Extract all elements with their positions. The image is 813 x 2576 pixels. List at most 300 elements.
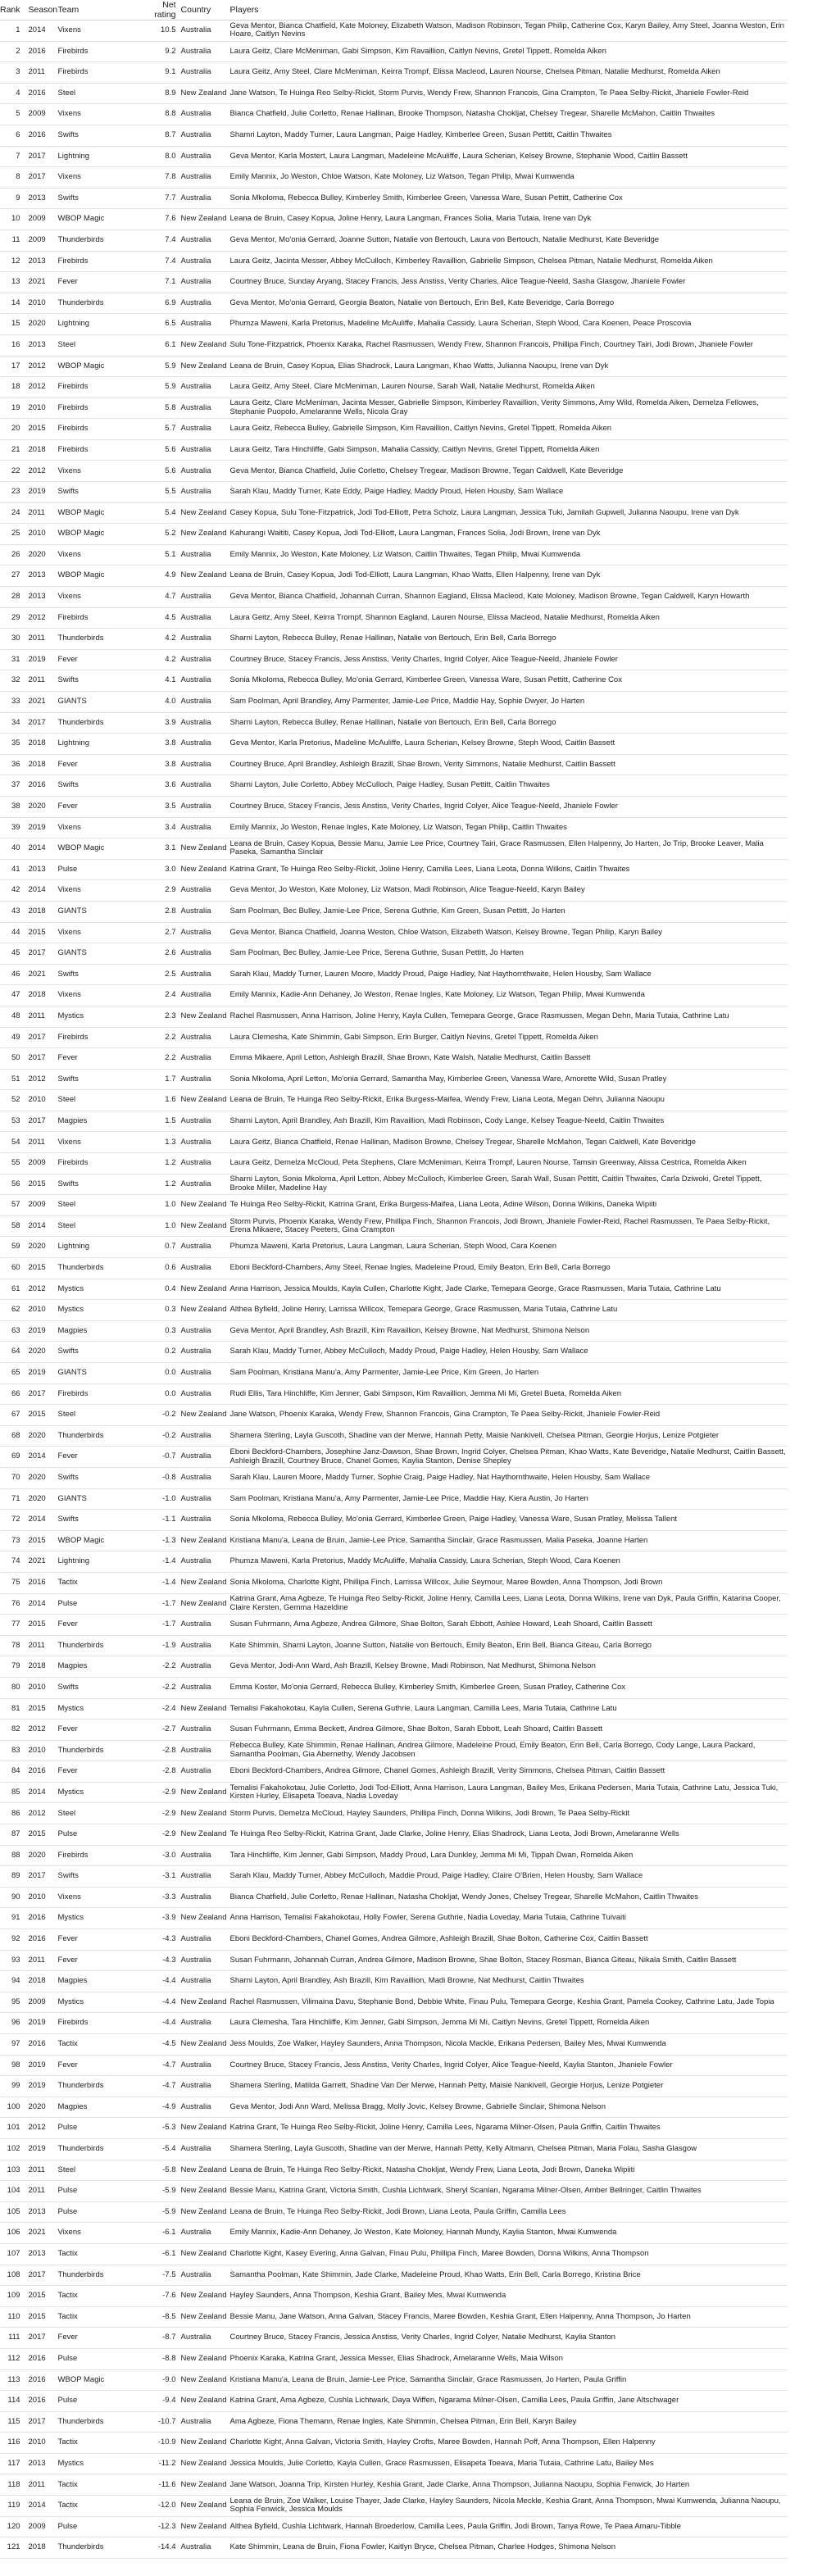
cell-rank: 107: [0, 2243, 29, 2265]
cell-players: Bianca Chatfield, Julie Corletto, Renae Hallinan, Natasha Chokljat, Wendy Jones, Chelsey Tregear, Sharelle McMahon, Caitlin Thwaites: [227, 1887, 788, 1908]
cell-rank: 25: [0, 524, 29, 545]
cell-rank: 99: [0, 2076, 29, 2097]
cell-season: 2011: [29, 62, 58, 84]
cell-season: 2010: [29, 293, 58, 314]
cell-players: Geva Mentor, Jodi-Ann Ward, Ash Brazill, Kelsey Browne, Madi Robinson, Nat Medhurst, Shimona Nelson: [227, 1656, 788, 1678]
cell-rank: 54: [0, 1132, 29, 1153]
cell-season: 2018: [29, 734, 58, 755]
table-row: [0, 41, 788, 62]
table-row: [0, 859, 788, 880]
cell-season: 2016: [29, 2034, 58, 2056]
cell-rank: 77: [0, 1615, 29, 1636]
cell-players: Sarah Klau, Lauren Moore, Maddy Turner, Sophie Craig, Paige Hadley, Nat Haythornthwaite, Helen Housby, Sam Wallace: [227, 1467, 788, 1488]
cell-players: Sharni Layton, Rebecca Bulley, Renae Hallinan, Natalie von Bertouch, Erin Bell, Carla Borrego: [227, 629, 788, 650]
cell-net-rating: -3.1: [145, 1866, 181, 1888]
cell-team: Magpies: [58, 1320, 145, 1342]
cell-players: Emily Mannix, Jo Weston, Chloe Watson, Kate Moloney, Liz Watson, Tegan Philip, Mwai Kumwenda: [227, 167, 788, 189]
cell-country: Australia: [181, 775, 227, 797]
cell-players: Geva Mentor, Mo'onia Gerrard, Joanne Sutton, Natalie von Bertouch, Laura von Bertouch, Natalie Medhurst, Kate Beveridge: [227, 229, 788, 251]
cell-country: Australia: [181, 1048, 227, 1070]
table-row: [0, 607, 788, 629]
cell-country: New Zealand: [181, 209, 227, 230]
cell-team: Firebirds: [58, 2013, 145, 2034]
table-row: [0, 1006, 788, 1027]
cell-net-rating: 8.7: [145, 125, 181, 146]
cell-country: New Zealand: [181, 1593, 227, 1615]
table-row: [0, 167, 788, 189]
cell-players: Sonia Mkoloma, Rebecca Bulley, Mo'onia Gerrard, Kimberlee Green, Paige Hadley, Vanessa Ware, Susan Pratley, Melissa Tallent: [227, 1510, 788, 1531]
table-row: [0, 1279, 788, 1300]
cell-net-rating: 7.1: [145, 272, 181, 293]
cell-players: Shamera Sterling, Layla Guscoth, Shadine van der Merwe, Hannah Petty, Kelly Altmann, Chelsea Pitman, Maria Folau, Sasha Glasgow: [227, 2138, 788, 2160]
cell-net-rating: -6.1: [145, 2223, 181, 2244]
cell-country: Australia: [181, 2138, 227, 2160]
cell-rank: 57: [0, 1195, 29, 1216]
cell-season: 2020: [29, 796, 58, 817]
cell-rank: 85: [0, 1782, 29, 1803]
table-row: [0, 1803, 788, 1824]
cell-country: Australia: [181, 670, 227, 692]
cell-season: 2013: [29, 188, 58, 209]
cell-country: Australia: [181, 544, 227, 566]
cell-season: 2015: [29, 1174, 58, 1195]
cell-rank: 119: [0, 2496, 29, 2517]
cell-rank: 93: [0, 1950, 29, 1971]
cell-country: New Zealand: [181, 838, 227, 860]
cell-season: 2013: [29, 2243, 58, 2265]
cell-rank: 38: [0, 796, 29, 817]
cell-season: 2016: [29, 2348, 58, 2369]
cell-rank: 118: [0, 2474, 29, 2496]
cell-net-rating: -2.4: [145, 1698, 181, 1720]
table-row: [0, 629, 788, 650]
cell-rank: 7: [0, 146, 29, 167]
cell-players: Rudi Ellis, Tara Hinchliffe, Kim Jenner, Gabi Simpson, Kim Ravaillion, Jemma Mi Mi, Gretel Bueta, Romelda Aiken: [227, 1383, 788, 1405]
cell-net-rating: -11.2: [145, 2453, 181, 2474]
cell-season: 2010: [29, 1740, 58, 1761]
cell-country: Australia: [181, 943, 227, 965]
cell-team: Swifts: [58, 670, 145, 692]
cell-country: New Zealand: [181, 1300, 227, 1321]
cell-season: 2017: [29, 712, 58, 734]
cell-net-rating: 7.7: [145, 188, 181, 209]
cell-team: Steel: [58, 83, 145, 104]
cell-season: 2011: [29, 2160, 58, 2181]
cell-season: 2020: [29, 1425, 58, 1447]
cell-rank: 80: [0, 1677, 29, 1698]
cell-country: Australia: [181, 125, 227, 146]
cell-rank: 56: [0, 1174, 29, 1195]
cell-net-rating: 0.4: [145, 1279, 181, 1300]
cell-team: Pulse: [58, 2118, 145, 2139]
cell-team: Swifts: [58, 1677, 145, 1698]
cell-rank: 94: [0, 1971, 29, 1992]
table-row: [0, 985, 788, 1006]
cell-players: Bianca Chatfield, Julie Corletto, Renae Hallinan, Brooke Thompson, Natasha Chokljat, Chelsey Tregear, Sharelle McMahon, Caitlin Thwaites: [227, 104, 788, 125]
cell-players: Laura Clemesha, Tara Hinchliffe, Kim Jenner, Gabi Simpson, Jemma Mi Mi, Caitlyn Nevins, Gretel Tippett, Romelda Aiken: [227, 2013, 788, 2034]
table-row: [0, 566, 788, 587]
cell-rank: 23: [0, 482, 29, 503]
cell-players: Leana de Bruin, Te Huinga Reo Selby-Rickit, Natasha Chokljat, Wendy Frew, Liana Leota, Jodi Brown, Daneka Wipiiti: [227, 2160, 788, 2181]
cell-team: Mystics: [58, 1908, 145, 1929]
cell-net-rating: 5.6: [145, 439, 181, 461]
table-row: [0, 922, 788, 943]
cell-team: Fever: [58, 272, 145, 293]
cell-team: Steel: [58, 334, 145, 356]
cell-team: Steel: [58, 1405, 145, 1426]
cell-team: Swifts: [58, 1510, 145, 1531]
cell-season: 2009: [29, 1992, 58, 2013]
cell-players: Te Huinga Reo Selby-Rickit, Katrina Grant, Jade Clarke, Joline Henry, Elias Shadrock, Liana Leota, Jodi Brown, Amelaranne Wells: [227, 1824, 788, 1846]
cell-team: Pulse: [58, 2391, 145, 2412]
table-row: [0, 943, 788, 965]
table-row: [0, 524, 788, 545]
cell-team: Vixens: [58, 544, 145, 566]
cell-net-rating: 7.4: [145, 251, 181, 272]
cell-season: 2011: [29, 629, 58, 650]
cell-team: Mystics: [58, 1300, 145, 1321]
cell-season: 2014: [29, 1593, 58, 1615]
cell-team: Lightning: [58, 146, 145, 167]
cell-team: Fever: [58, 2328, 145, 2349]
cell-country: Australia: [181, 1615, 227, 1636]
cell-players: Eboni Beckford-Chambers, Josephine Janz-Dawson, Shae Brown, Ingrid Colyer, Chelsea Pitman, Khao Watts, Kate Beveridge, Natalie Medhurst, Caitlin Bassett, Ashleigh Brazill, Courtney Bruce, Chanel Gomes, Kaylia Stanton, Denise Shepley: [227, 1447, 788, 1468]
cell-country: Australia: [181, 20, 227, 42]
cell-season: 2010: [29, 1887, 58, 1908]
cell-players: Hayley Saunders, Anna Thompson, Keshia Grant, Bailey Mes, Mwai Kumwenda: [227, 2286, 788, 2307]
cell-rank: 2: [0, 41, 29, 62]
cell-season: 2013: [29, 566, 58, 587]
cell-net-rating: -3.9: [145, 1908, 181, 1929]
cell-players: Casey Kopua, Sulu Tone-Fitzpatrick, Jodi Tod-Elliott, Petra Scholz, Laura Langman, Jessica Tuki, Jamilah Gupwell, Julianna Naoupu, Irene van Dyk: [227, 502, 788, 524]
table-row: [0, 712, 788, 734]
cell-net-rating: 5.5: [145, 482, 181, 503]
cell-team: Mystics: [58, 1782, 145, 1803]
cell-players: Laura Geitz, Rebecca Bulley, Gabrielle Simpson, Kim Ravaillion, Caitlyn Nevins, Gretel Tippett, Romelda Aiken: [227, 419, 788, 440]
table-row: [0, 62, 788, 84]
table-row: [0, 1425, 788, 1447]
cell-rank: 9: [0, 188, 29, 209]
cell-players: Emily Mannix, Kadie-Ann Dehaney, Jo Weston, Renae Ingles, Kate Moloney, Liz Watson, Tegan Philip, Mwai Kumwenda: [227, 985, 788, 1006]
cell-country: Australia: [181, 1174, 227, 1195]
table-row: [0, 2243, 788, 2265]
cell-team: Thunderbirds: [58, 2265, 145, 2286]
cell-net-rating: 0.0: [145, 1383, 181, 1405]
cell-net-rating: -0.8: [145, 1467, 181, 1488]
cell-net-rating: 4.9: [145, 566, 181, 587]
cell-net-rating: 2.8: [145, 901, 181, 922]
cell-net-rating: 1.2: [145, 1153, 181, 1174]
cell-rank: 22: [0, 461, 29, 482]
cell-rank: 75: [0, 1572, 29, 1593]
cell-season: 2017: [29, 2328, 58, 2349]
cell-country: New Zealand: [181, 1195, 227, 1216]
cell-country: New Zealand: [181, 2201, 227, 2223]
table-row: [0, 649, 788, 670]
cell-players: Susan Fuhrmann, Johannah Curran, Andrea Gilmore, Madison Browne, Shae Bolton, Stacey Rosman, Bianca Giteau, Nikala Smith, Caitlin Bassett: [227, 1950, 788, 1971]
cell-net-rating: -7.5: [145, 2265, 181, 2286]
cell-players: Bessie Manu, Jane Watson, Anna Galvan, Stacey Francis, Maree Bowden, Keshia Grant, Ellen Halpenny, Anna Thompson, Jo Harten: [227, 2306, 788, 2328]
table-row: [0, 2411, 788, 2433]
cell-team: Tactix: [58, 2474, 145, 2496]
cell-rank: 100: [0, 2097, 29, 2118]
cell-team: Firebirds: [58, 419, 145, 440]
cell-rank: 76: [0, 1593, 29, 1615]
cell-players: Sarah Klau, Maddy Turner, Abbey McCulloch, Maddie Proud, Paige Hadley, Claire O'Brien, Helen Housby, Sam Wallace: [227, 1866, 788, 1888]
cell-country: Australia: [181, 649, 227, 670]
cell-country: New Zealand: [181, 1572, 227, 1593]
cell-net-rating: -3.3: [145, 1887, 181, 1908]
cell-season: 2009: [29, 2516, 58, 2537]
cell-players: Leana de Bruin, Zoe Walker, Louise Thayer, Jade Clarke, Hayley Saunders, Nicola Meckle, Keshia Grant, Anna Thompson, Mwai Kumwenda, Julianna Naoupu, Sophia Fenwick, Jessica Moulds: [227, 2496, 788, 2517]
cell-season: 2020: [29, 1467, 58, 1488]
cell-country: Australia: [181, 1069, 227, 1090]
cell-team: Steel: [58, 2160, 145, 2181]
cell-team: Fever: [58, 649, 145, 670]
cell-country: Australia: [181, 2055, 227, 2076]
cell-team: Pulse: [58, 859, 145, 880]
table-row: [0, 1237, 788, 1258]
cell-rank: 81: [0, 1698, 29, 1720]
cell-team: Vixens: [58, 817, 145, 838]
cell-team: Pulse: [58, 2516, 145, 2537]
cell-net-rating: 0.0: [145, 1363, 181, 1384]
cell-players: Geva Mentor, Karla Pretorius, Madeline McAuliffe, Laura Scherian, Kelsey Browne, Steph Wood, Caitlin Bassett: [227, 734, 788, 755]
cell-team: WBOP Magic: [58, 838, 145, 860]
cell-net-rating: -2.8: [145, 1761, 181, 1783]
cell-team: Pulse: [58, 1593, 145, 1615]
cell-season: 2019: [29, 649, 58, 670]
cell-rank: 15: [0, 314, 29, 335]
cell-country: New Zealand: [181, 566, 227, 587]
cell-team: Vixens: [58, 1887, 145, 1908]
cell-season: 2013: [29, 251, 58, 272]
cell-country: New Zealand: [181, 2160, 227, 2181]
table-row: [0, 1992, 788, 2013]
cell-team: Vixens: [58, 587, 145, 608]
cell-country: Australia: [181, 146, 227, 167]
table-row: [0, 1656, 788, 1678]
cell-net-rating: 6.9: [145, 293, 181, 314]
table-row: [0, 2055, 788, 2076]
table-row: [0, 1300, 788, 1321]
cell-season: 2013: [29, 859, 58, 880]
cell-country: Australia: [181, 461, 227, 482]
cell-rank: 42: [0, 880, 29, 902]
table-row: [0, 2328, 788, 2349]
cell-net-rating: 4.0: [145, 692, 181, 713]
cell-net-rating: -2.2: [145, 1677, 181, 1698]
cell-country: Australia: [181, 587, 227, 608]
cell-team: Lightning: [58, 314, 145, 335]
cell-season: 2013: [29, 587, 58, 608]
cell-season: 2020: [29, 2097, 58, 2118]
cell-country: Australia: [181, 796, 227, 817]
table-row: [0, 1761, 788, 1783]
table-row: [0, 2516, 788, 2537]
cell-team: Firebirds: [58, 1845, 145, 1866]
table-row: [0, 377, 788, 398]
cell-rank: 27: [0, 566, 29, 587]
table-row: [0, 2201, 788, 2223]
table-row: [0, 1510, 788, 1531]
cell-country: New Zealand: [181, 2453, 227, 2474]
cell-rank: 110: [0, 2306, 29, 2328]
cell-team: WBOP Magic: [58, 524, 145, 545]
cell-net-rating: -4.9: [145, 2097, 181, 2118]
cell-season: 2015: [29, 1615, 58, 1636]
table-row: [0, 1971, 788, 1992]
cell-team: Steel: [58, 1195, 145, 1216]
cell-team: Firebirds: [58, 607, 145, 629]
cell-players: Laura Geitz, Clare McMeniman, Gabi Simpson, Kim Ravaillion, Caitlyn Nevins, Gretel Tippett, Romelda Aiken: [227, 41, 788, 62]
cell-rank: 47: [0, 985, 29, 1006]
cell-net-rating: 1.0: [145, 1215, 181, 1237]
table-row: [0, 1488, 788, 1510]
cell-net-rating: -1.4: [145, 1572, 181, 1593]
cell-season: 2012: [29, 356, 58, 377]
cell-rank: 30: [0, 629, 29, 650]
cell-season: 2019: [29, 2138, 58, 2160]
cell-players: Sharni Layton, April Brandley, Ash Brazill, Kim Ravaillion, Madi Browne, Nat Medhurst, Caitlin Thwaites: [227, 1971, 788, 1992]
cell-rank: 114: [0, 2391, 29, 2412]
cell-players: Sharni Layton, Sonia Mkoloma, April Letton, Abbey McCulloch, Kimberlee Green, Sarah Wall, Susan Pettitt, Caitlin Thwaites, Carla Dziwoki, Gretel Tippett, Brooke Miller, Madeline Hay: [227, 1174, 788, 1195]
header-season: Season: [29, 0, 58, 20]
cell-rank: 87: [0, 1824, 29, 1846]
cell-players: Laura Clemesha, Kate Shimmin, Gabi Simpson, Erin Burger, Caitlyn Nevins, Gretel Tippett, Romelda Aiken: [227, 1027, 788, 1048]
table-row: [0, 1866, 788, 1888]
cell-net-rating: 1.7: [145, 1069, 181, 1090]
cell-rank: 32: [0, 670, 29, 692]
cell-country: Australia: [181, 1425, 227, 1447]
cell-rank: 33: [0, 692, 29, 713]
cell-season: 2016: [29, 125, 58, 146]
table-row: [0, 146, 788, 167]
cell-country: New Zealand: [181, 2118, 227, 2139]
cell-country: Australia: [181, 1740, 227, 1761]
cell-players: Geva Mentor, April Brandley, Ash Brazill, Kim Ravaillion, Kelsey Browne, Nat Medhurst, Shimona Nelson: [227, 1320, 788, 1342]
cell-country: Australia: [181, 104, 227, 125]
cell-net-rating: 8.9: [145, 83, 181, 104]
cell-net-rating: -4.4: [145, 1992, 181, 2013]
cell-season: 2021: [29, 692, 58, 713]
cell-rank: 98: [0, 2055, 29, 2076]
cell-team: Tactix: [58, 2243, 145, 2265]
cell-season: 2016: [29, 1929, 58, 1951]
cell-team: Thunderbirds: [58, 1740, 145, 1761]
cell-rank: 8: [0, 167, 29, 189]
cell-rank: 26: [0, 544, 29, 566]
table-row: [0, 796, 788, 817]
cell-rank: 45: [0, 943, 29, 965]
table-row: [0, 1824, 788, 1846]
table-row: [0, 1782, 788, 1803]
cell-team: Firebirds: [58, 41, 145, 62]
cell-country: Australia: [181, 1027, 227, 1048]
table-row: [0, 2160, 788, 2181]
cell-players: Sam Poolman, Bec Bulley, Jamie-Lee Price, Serena Guthrie, Kim Green, Susan Pettitt, Jo Harten: [227, 901, 788, 922]
cell-rank: 92: [0, 1929, 29, 1951]
header-rank: Rank: [0, 0, 29, 20]
cell-season: 2013: [29, 2201, 58, 2223]
cell-country: New Zealand: [181, 2516, 227, 2537]
cell-team: Magpies: [58, 2097, 145, 2118]
cell-net-rating: -2.9: [145, 1782, 181, 1803]
table-row: [0, 2223, 788, 2244]
cell-net-rating: -4.3: [145, 1929, 181, 1951]
cell-season: 2013: [29, 334, 58, 356]
cell-country: New Zealand: [181, 859, 227, 880]
cell-team: GIANTS: [58, 1488, 145, 1510]
cell-country: Australia: [181, 607, 227, 629]
cell-season: 2019: [29, 1363, 58, 1384]
cell-season: 2017: [29, 146, 58, 167]
cell-rank: 73: [0, 1530, 29, 1552]
cell-rank: 70: [0, 1467, 29, 1488]
cell-net-rating: 0.6: [145, 1258, 181, 1279]
table-row: [0, 1342, 788, 1363]
cell-players: Leana de Bruin, Casey Kopua, Elias Shadrock, Laura Langman, Khao Watts, Julianna Naoupu, Irene van Dyk: [227, 356, 788, 377]
cell-net-rating: 5.9: [145, 356, 181, 377]
cell-team: Swifts: [58, 125, 145, 146]
cell-country: New Zealand: [181, 1908, 227, 1929]
cell-team: Mystics: [58, 2453, 145, 2474]
cell-season: 2014: [29, 838, 58, 860]
cell-players: Courtney Bruce, April Brandley, Ashleigh Brazill, Shae Brown, Verity Simmons, Natalie Medhurst, Caitlin Bassett: [227, 754, 788, 775]
cell-country: New Zealand: [181, 1992, 227, 2013]
cell-players: Charlotte Kight, Kasey Evering, Anna Galvan, Finau Pulu, Phillipa Finch, Maree Bowden, Donna Wilkins, Anna Thompson: [227, 2243, 788, 2265]
table-row: [0, 1720, 788, 1741]
cell-net-rating: 7.8: [145, 167, 181, 189]
cell-net-rating: 2.3: [145, 1006, 181, 1027]
cell-rank: 105: [0, 2201, 29, 2223]
cell-team: Firebirds: [58, 1383, 145, 1405]
cell-country: Australia: [181, 1866, 227, 1888]
cell-rank: 1: [0, 20, 29, 42]
cell-country: New Zealand: [181, 1215, 227, 1237]
cell-net-rating: -10.7: [145, 2411, 181, 2433]
table-row: [0, 1069, 788, 1090]
cell-net-rating: -2.8: [145, 1740, 181, 1761]
cell-season: 2009: [29, 104, 58, 125]
cell-rank: 91: [0, 1908, 29, 1929]
cell-season: 2016: [29, 2369, 58, 2391]
cell-season: 2018: [29, 1971, 58, 1992]
cell-season: 2010: [29, 1300, 58, 1321]
cell-country: Australia: [181, 2076, 227, 2097]
cell-season: 2009: [29, 1195, 58, 1216]
table-row: [0, 314, 788, 335]
cell-net-rating: 3.8: [145, 734, 181, 755]
cell-season: 2019: [29, 2055, 58, 2076]
cell-team: Magpies: [58, 1111, 145, 1132]
cell-net-rating: -8.7: [145, 2328, 181, 2349]
cell-team: Thunderbirds: [58, 2537, 145, 2559]
cell-country: Australia: [181, 188, 227, 209]
cell-players: Laura Geitz, Tara Hinchliffe, Gabi Simpson, Mahalia Cassidy, Caitlyn Nevins, Gretel Tippett, Romelda Aiken: [227, 439, 788, 461]
table-row: [0, 334, 788, 356]
cell-country: Australia: [181, 964, 227, 985]
cell-players: Sarah Klau, Maddy Turner, Lauren Moore, Maddy Proud, Paige Hadley, Nat Haythornthwaite, Helen Housby, Sam Wallace: [227, 964, 788, 985]
cell-net-rating: 2.7: [145, 922, 181, 943]
cell-net-rating: -1.9: [145, 1635, 181, 1656]
cell-season: 2016: [29, 2391, 58, 2412]
cell-rank: 95: [0, 1992, 29, 2013]
cell-net-rating: -5.8: [145, 2160, 181, 2181]
cell-team: Tactix: [58, 2306, 145, 2328]
cell-rank: 102: [0, 2138, 29, 2160]
cell-season: 2018: [29, 2537, 58, 2559]
